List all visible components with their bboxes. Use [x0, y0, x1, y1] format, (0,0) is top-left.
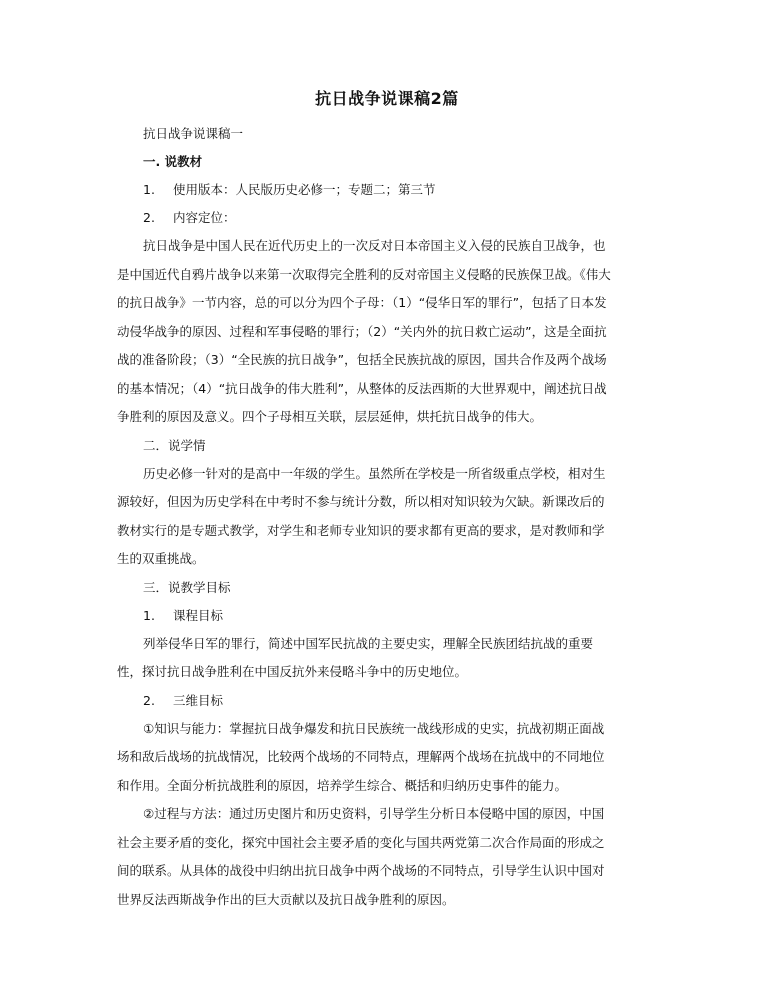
- text-line: 的基本情况；（4）“抗日战争的伟大胜利”，从整体的反法西斯的大世界观中，阐述抗日战: [117, 380, 607, 396]
- section-heading-1: 一. 说教材: [143, 154, 203, 169]
- text-line: 是中国近代自鸦片战争以来第一次取得完全胜利的反对帝国主义侵略的民族保卫战。《伟大: [117, 266, 611, 282]
- list-text: 使用版本：人民版历史必修一；专题二；第三节: [173, 182, 436, 197]
- text-line: 抗日战争是中国人民在近代历史上的一次反对日本帝国主义入侵的民族自卫战争，也: [143, 238, 606, 253]
- list-number: 2.: [143, 210, 155, 225]
- paragraph-process-method: [117, 800, 657, 914]
- document-subtitle: 抗日战争说课稿一: [143, 126, 244, 141]
- text-line: 列举侵华日军的罪行，简述中国军民抗战的主要史实，理解全民族团结抗战的重要: [143, 635, 594, 651]
- text-line: ①知识与能力：掌握抗日战争爆发和抗日民族统一战线形成的史实，抗战初期正面战: [143, 720, 605, 736]
- list-text: 内容定位：: [173, 210, 236, 225]
- list-item: [117, 204, 657, 232]
- text-line: 源较好，但因为历史学科在中考时不参与统计分数，所以相对知识较为欠缺。新课改后的: [117, 494, 605, 509]
- text-line: 间的联系。从具体的战役中归纳出抗日战争中两个战场的不同特点，引导学生认识中国对: [117, 863, 605, 878]
- text-line: 和作用。全面分析抗战胜利的原因，培养学生综合、概括和归纳历史事件的能力。: [117, 777, 568, 793]
- section-heading-2: 二．说学情: [143, 437, 206, 453]
- paragraph-students: [117, 460, 657, 574]
- list-number: 2.: [143, 692, 155, 708]
- text-line: 争胜利的原因及意义。四个子母相互关联，层层延伸，烘托抗日战争的伟大。: [117, 409, 543, 424]
- text-line: 社会主要矛盾的变化，探究中国社会主要矛盾的变化与国共两党第二次合作局面的形成之: [117, 834, 605, 850]
- paragraph-knowledge-ability: [117, 715, 657, 801]
- list-number: 1.: [143, 607, 155, 623]
- section-heading-3: 三．说教学目标: [143, 579, 231, 595]
- text-line: 动侵华战争的原因、过程和军事侵略的罪行；（2）“关内外的抗日救亡运动”，这是全面抗: [117, 323, 607, 339]
- paragraph-course-goals: [117, 630, 657, 687]
- list-text: 三维目标: [173, 692, 224, 708]
- text-line: 历史必修一针对的是高中一年级的学生。虽然所在学校是一所省级重点学校，相对生: [143, 465, 606, 481]
- text-line: 生的双重挑战。: [117, 551, 205, 566]
- list-item: [117, 602, 657, 630]
- text-line: 战的准备阶段；（3）“全民族的抗日战争”，包括全民族抗战的原因，国共合作及两个战场: [117, 352, 607, 367]
- text-line: ②过程与方法：通过历史图片和历史资料，引导学生分析日本侵略中国的原因，中国: [143, 806, 605, 821]
- list-text: 课程目标: [173, 607, 224, 623]
- text-line: 场和敌后战场的抗战情况，比较两个战场的不同特点，理解两个战场在抗战中的不同地位: [117, 749, 605, 764]
- list-item: [117, 687, 657, 715]
- text-line: 教材实行的是专题式教学，对学生和老师专业知识的要求都有更高的要求，是对教师和学: [117, 522, 605, 538]
- document-page: [117, 88, 657, 914]
- document-title: 抗日战争说课稿2篇: [315, 89, 459, 108]
- list-number: 1.: [143, 182, 155, 197]
- text-line: 性，探讨抗日战争胜利在中国反抗外来侵略斗争中的历史地位。: [117, 664, 468, 679]
- list-item: [117, 176, 657, 204]
- text-line: 的抗日战争》一节内容，总的可以分为四个子母：（1）“侵华日军的罪行”，包括了日本发: [117, 295, 607, 310]
- paragraph-textbook: [117, 232, 657, 432]
- text-line: 世界反法西斯战争作出的巨大贡献以及抗日战争胜利的原因。: [117, 891, 455, 907]
